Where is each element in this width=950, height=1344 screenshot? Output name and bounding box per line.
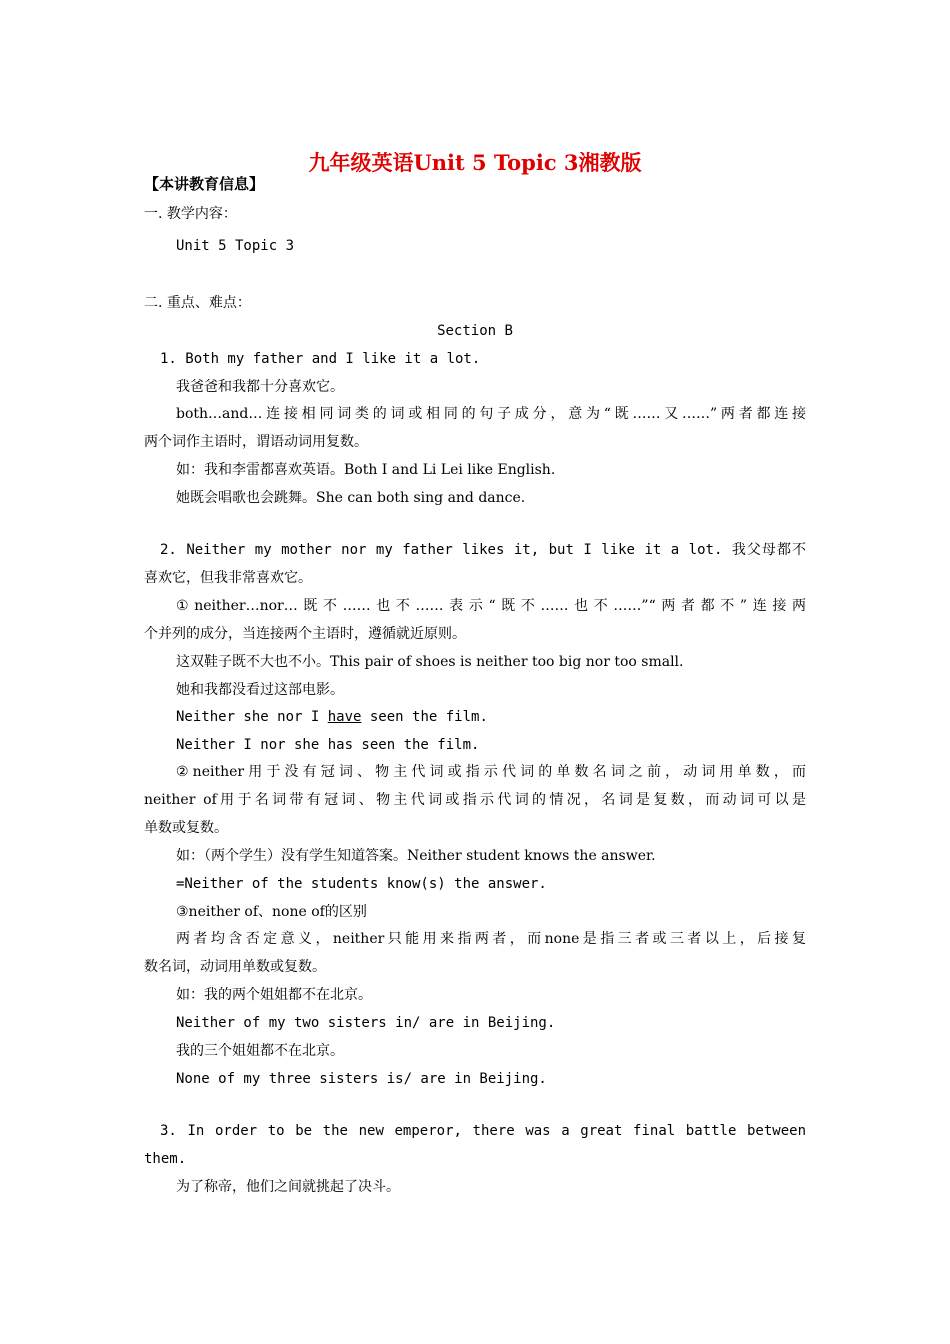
point-1-example-2: 她既会唱歌也会跳舞。She can both sing and dance. (176, 490, 526, 506)
unit-topic: Unit 5 Topic 3 (176, 238, 295, 254)
point-2-sentence-line2: 喜欢它，但我非常喜欢它。 (144, 570, 312, 586)
point-2-example-9: 我的三个姐姐都不在北京。 (176, 1043, 344, 1059)
example-3-suffix: seen the film. (361, 709, 488, 725)
underlined-verb: have (327, 709, 362, 725)
point-2-sentence-line1: 2. Neither my mother nor my father likes it, but I like it a lot. 我父母都不 (160, 542, 806, 558)
point-2-example-3 (176, 707, 488, 727)
point-2-note-3-line1: 两者均含否定意义，neither只能用来指两者，而none是指三者或三者以上，后接复 (176, 931, 806, 947)
point-2-note-3: ③neither of、none of的区别 (176, 904, 367, 920)
point-1-note-line2: 两个词作主语时，谓语动词用复数。 (144, 434, 368, 450)
document-title: 九年级英语Unit 5 Topic 3湘教版 (308, 150, 642, 175)
point-1-note-line1: both…and…连接相同词类的词或相同的句子成分，意为“既……又……”两者都连接 (176, 406, 806, 422)
point-2-example-2: 她和我都没看过这部电影。 (176, 682, 344, 698)
point-2-example-7: 如：我的两个姐姐都不在北京。 (176, 987, 372, 1003)
point-2-note-2-line3: 单数或复数。 (144, 820, 228, 836)
point-3-sentence-line2: them. (144, 1151, 187, 1167)
point-2-example-10: None of my three sisters is/ are in Beijing. (176, 1071, 547, 1087)
example-3-prefix: Neither she nor I (176, 709, 328, 725)
point-1-example-1: 如：我和李雷都喜欢英语。Both I and Li Lei like English. (176, 462, 556, 478)
point-2-example-4: Neither I nor she has seen the film. (176, 737, 480, 753)
section-label-content: 一. 教学内容： (144, 206, 237, 222)
point-2-note-2-line1: ②neither用于没有冠词、物主代词或指示代词的单数名词之前，动词用单数，而 (176, 764, 806, 780)
section-label-keypoints: 二. 重点、难点： (144, 295, 251, 311)
section-b-heading: Section B (437, 323, 513, 339)
point-1-sentence: 1. Both my father and I like it a lot. (160, 351, 481, 367)
section-header: 【本讲教育信息】 (144, 175, 265, 193)
point-1-translation: 我爸爸和我都十分喜欢它。 (176, 379, 344, 395)
point-2-example-5: 如：（两个学生）没有学生知道答案。Neither student knows the answer. (176, 848, 656, 864)
point-2-example-8: Neither of my two sisters in/ are in Beijing. (176, 1015, 556, 1031)
point-3-sentence-line1: 3. In order to be the new emperor, there was a great final battle between (160, 1123, 806, 1139)
point-2-note-2-line2: neither of用于名词带有冠词、物主代词或指示代词的情况，名词是复数，而动词可以是 (144, 792, 806, 808)
point-2-example-6: =Neither of the students know(s) the answer. (176, 876, 547, 892)
point-2-note-1-line2: 个并列的成分，当连接两个主语时，遵循就近原则。 (144, 626, 466, 642)
point-2-example-1: 这双鞋子既不大也不小。This pair of shoes is neither too big nor too small. (176, 654, 684, 670)
point-3-translation: 为了称帝，他们之间就挑起了决斗。 (176, 1179, 400, 1195)
point-2-note-1-line1: ①neither…nor…既不……也不……表示“既不……也不……”“两者都不”连接两 (176, 598, 806, 614)
point-2-note-3-line2: 数名词，动词用单数或复数。 (144, 959, 326, 975)
